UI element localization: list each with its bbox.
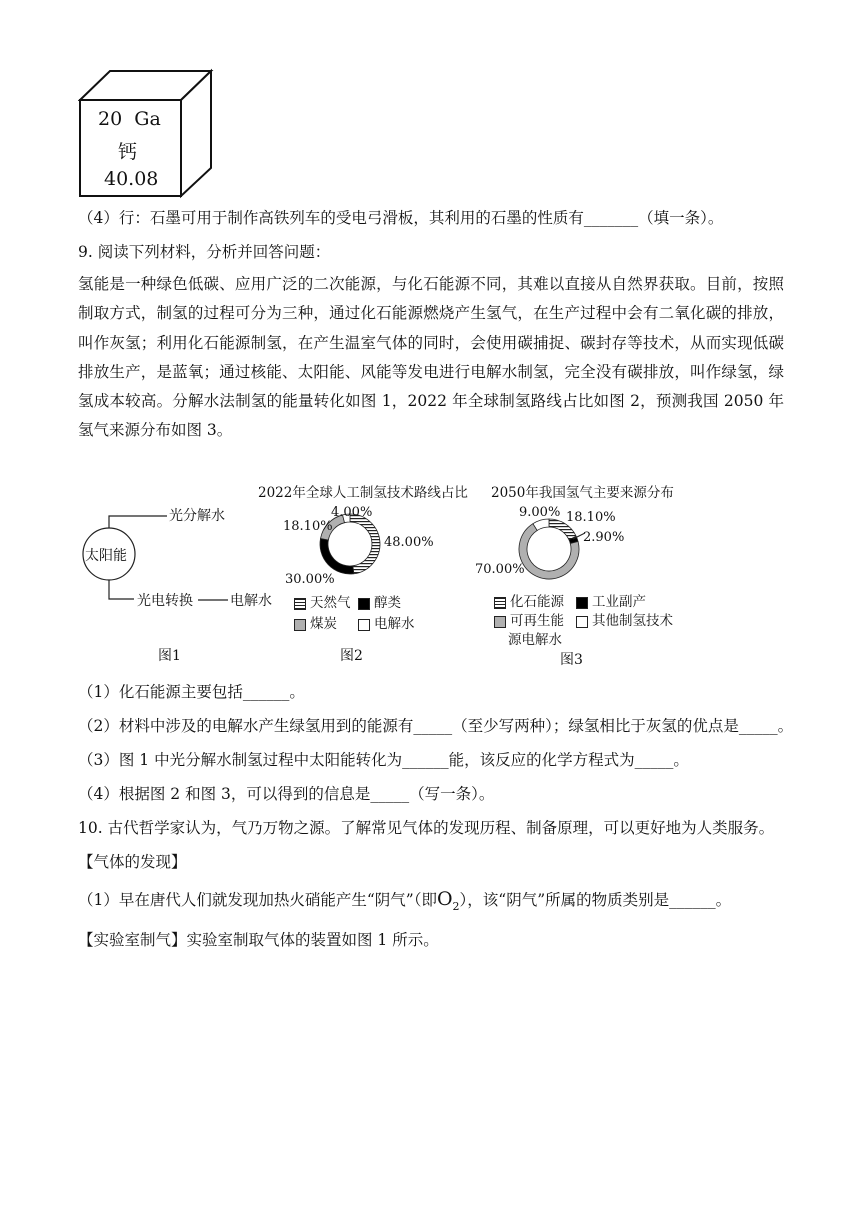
fig3-caption: 图3 — [560, 652, 583, 668]
donut-slice-醇类 — [320, 539, 354, 574]
fig1-center-label: 太阳能 — [85, 548, 127, 564]
fig1-caption: 图1 — [158, 648, 181, 664]
fig3-label-3: 9.00% — [519, 505, 561, 520]
legend-swatch-gray — [294, 619, 306, 631]
fig1-bottom-mid-label: 光电转换 — [137, 593, 193, 609]
fig3-legend-1: 工业副产 — [592, 594, 646, 610]
legend-swatch-hatched — [494, 597, 506, 609]
q10-title: 10. 古代哲学家认为，气乃万物之源。了解常见气体的发现历程、制备原理，可以更好地为人类服务。 — [78, 819, 775, 837]
element-number-symbol — [98, 108, 161, 130]
q8-part4: （4）行：石墨可用于制作高铁列车的受电弓滑板，其利用的石墨的性质有_______（填一条）。 — [78, 209, 724, 227]
fig2-legend-1: 醇类 — [374, 595, 401, 611]
element-symbol: Ga — [134, 108, 161, 130]
q10-part1-pre: （1）早在唐代人们就发现加热火硝能产生“阴气”（即 — [78, 891, 437, 909]
oxygen-symbol: O — [436, 888, 453, 910]
fig2-chart-title: 2022年全球人工制氢技术路线占比 — [258, 485, 468, 501]
fig3-donut-chart — [517, 517, 581, 581]
element-mass: 40.08 — [104, 168, 159, 190]
legend-swatch-black — [576, 597, 588, 609]
fig2-legend-2: 煤炭 — [310, 616, 337, 632]
fig2-legend — [294, 593, 424, 635]
fig1-bottom-end-label: 电解水 — [230, 593, 272, 609]
fig3-legend-4: 其他制氢技术 — [592, 613, 673, 629]
fig3-label-0: 18.10% — [566, 510, 616, 525]
fig2-legend-3: 电解水 — [374, 616, 415, 632]
fig3-leader-line — [572, 530, 586, 540]
legend-swatch-gray — [494, 616, 506, 628]
fig3-legend-3: 源电解水 — [508, 632, 562, 648]
legend-swatch-white — [576, 616, 588, 628]
q10-section-discovery: 【气体的发现】 — [78, 853, 187, 871]
fig1-top-label: 光分解水 — [169, 508, 225, 524]
fig3-label-2: 70.00% — [475, 562, 525, 577]
legend-swatch-white — [358, 619, 370, 631]
q9-passage: 氢能是一种绿色低碳、应用广泛的二次能源，与化石能源不同，其难以直接从自然界获取。目前，按照制取方式，制氢的过程可分为三种，通过化石能源燃烧产生氢气，在生产过程中会有二氧化碳的排放，叫作灰氢；利用化石能源制氢，在产生温室气体的同时，会使用碳捕捉、碳封存等技术，从而实现低碳排放生产，是蓝氧；通过核能、太阳能、风能等发电进行电解水制氢，完全没有碳排放，叫作绿氢，绿氢成本较高。分解水法制氢的能量转化如图 1，2022 年全球制氢路线占比如图 2，预测我国 2050 年氢气来源分布如图 3。 — [78, 275, 784, 440]
fig2-label-2: 18.10% — [283, 519, 333, 534]
q9-part2: （2）材料中涉及的电解水产生绿氢用到的能源有_____（至少写两种）；绿氢相比于灰氢的优点是_____。 — [78, 717, 794, 735]
q9-title: 9. 阅读下列材料，分析并回答问题： — [78, 243, 331, 261]
oxygen-subscript: 2 — [452, 899, 460, 913]
fig2-label-0: 48.00% — [384, 535, 434, 550]
fig2-label-1: 30.00% — [285, 572, 335, 587]
element-number: 20 — [98, 108, 123, 130]
fig3-chart-title: 2050年我国氢气主要来源分布 — [491, 485, 674, 501]
donut-slice-天然气 — [350, 514, 380, 574]
q9-part3: （3）图 1 中光分解水制氢过程中太阳能转化为______能，该反应的化学方程式为_____。 — [78, 751, 689, 769]
fig2-caption: 图2 — [340, 648, 363, 664]
q10-section-lab: 【实验室制气】实验室制取气体的装置如图 1 所示。 — [78, 931, 439, 949]
q9-part4: （4）根据图 2 和图 3，可以得到的信息是_____（写一条）。 — [78, 785, 495, 803]
element-name: 钙 — [118, 141, 138, 163]
q9-part1: （1）化石能源主要包括______。 — [78, 683, 305, 701]
q10-part1 — [78, 888, 731, 918]
fig3-label-1: 2.90% — [583, 530, 625, 545]
fig3-legend-2: 可再生能 — [510, 613, 564, 629]
fig3-legend — [494, 593, 684, 650]
legend-swatch-black — [358, 598, 370, 610]
q10-part1-formula — [436, 888, 460, 913]
legend-swatch-hatched — [294, 598, 306, 610]
fig2-label-3: 4.00% — [331, 505, 373, 520]
q10-part1-post: ），该“阴气”所属的物质类别是______。 — [459, 891, 732, 909]
fig3-legend-0: 化石能源 — [510, 594, 564, 610]
fig2-legend-0: 天然气 — [310, 595, 351, 611]
